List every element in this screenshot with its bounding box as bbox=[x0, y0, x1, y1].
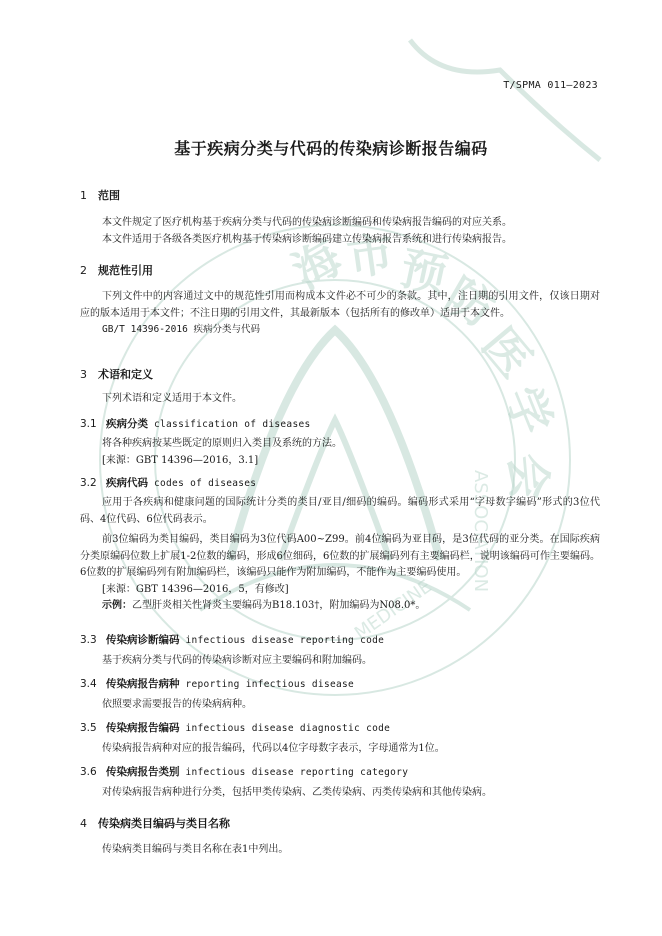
term-3-5-body bbox=[80, 741, 600, 758]
definition: 将各种疾病按某些既定的原则归入类目及系统的方法。 bbox=[102, 438, 342, 449]
paragraph: 下列术语和定义适用于本文件。 bbox=[102, 393, 242, 404]
example bbox=[80, 598, 600, 615]
term-zh: 疾病代码 bbox=[106, 477, 148, 489]
section-1-heading bbox=[80, 187, 600, 203]
section-1-body bbox=[80, 215, 600, 248]
section-title: 术语和定义 bbox=[98, 368, 153, 381]
paragraph: 本文件规定了医疗机构基于疾病分类与代码的传染病诊断编码和传染病报告编码的对应关系。 bbox=[102, 217, 512, 228]
section-2-body bbox=[80, 289, 600, 339]
paragraph: 传染病类目编码与类目名称在表1中列出。 bbox=[102, 844, 289, 855]
svg-text:MEDICINE: MEDICINE bbox=[350, 575, 436, 645]
term-3-4-body bbox=[80, 697, 600, 714]
section-3-heading bbox=[80, 366, 600, 382]
svg-text:会: 会 bbox=[499, 451, 557, 502]
section-number: 2 bbox=[80, 264, 87, 277]
section-number: 1 bbox=[80, 189, 87, 202]
section-number: 4 bbox=[80, 817, 87, 830]
document-number: T/SPMA 011—2023 bbox=[503, 80, 598, 91]
term-en: reporting infectious disease bbox=[185, 679, 355, 690]
term-3-3-body bbox=[80, 653, 600, 670]
paragraph: 下列文件中的内容通过文中的规范性引用而构成本文件必不可少的条款。其中，注日期的引用文件，仅该日期对应的版本适用于本文件；不注日期的引用文件，其最新版本（包括所有的修改单）适用于本文件。 bbox=[80, 291, 600, 319]
term-number: 3.1 bbox=[80, 418, 97, 430]
term-en: infectious disease reporting code bbox=[185, 635, 385, 646]
example-text: 乙型肝炎相关性肾炎主要编码为B18.103†，附加编码为N08.0*。 bbox=[132, 600, 426, 611]
term-zh: 传染病报告病种 bbox=[106, 678, 180, 690]
example-label: 示例： bbox=[102, 600, 132, 611]
definition: 对传染病报告病种进行分类，包括甲类传染病、乙类传染病、丙类传染病和其他传染病。 bbox=[102, 787, 492, 798]
term-3-6-body bbox=[80, 785, 600, 802]
section-2-heading bbox=[80, 262, 600, 278]
source-note: [来源：GBT 14396—2016，5，有修改] bbox=[102, 583, 289, 595]
term-en: codes of diseases bbox=[154, 478, 257, 489]
svg-text:预: 预 bbox=[395, 240, 452, 304]
definition: 应用于各疾病和健康问题的国际统计分类的类目/亚目/细码的编码。编码形式采用“字母数字编码”形式的3位代码、4位代码、6位代码表示。 bbox=[80, 497, 600, 525]
svg-text:市: 市 bbox=[344, 226, 398, 286]
term-3-1-heading bbox=[80, 416, 600, 431]
svg-text:医: 医 bbox=[471, 317, 543, 388]
svg-text:防: 防 bbox=[436, 267, 504, 338]
section-title: 规范性引用 bbox=[98, 264, 153, 277]
term-number: 3.4 bbox=[80, 678, 97, 690]
term-zh: 疾病分类 bbox=[106, 418, 148, 430]
term-en: infectious disease reporting category bbox=[185, 767, 409, 778]
term-en: infectious disease diagnostic code bbox=[185, 723, 391, 734]
term-number: 3.2 bbox=[80, 477, 97, 489]
section-4-heading bbox=[80, 815, 600, 831]
reference-item: GB/T 14396-2016 疾病分类与代码 bbox=[102, 324, 261, 335]
term-3-5-heading bbox=[80, 720, 600, 735]
source-note: [来源：GBT 14396—2016，3.1] bbox=[102, 454, 259, 466]
definition: 依照要求需要报告的传染病病种。 bbox=[102, 699, 252, 710]
page-title: 基于疾病分类与代码的传染病诊断报告编码 bbox=[174, 139, 488, 158]
section-number: 3 bbox=[80, 368, 87, 381]
term-en: classification of diseases bbox=[154, 419, 311, 430]
term-zh: 传染病报告类别 bbox=[106, 766, 180, 778]
term-number: 3.5 bbox=[80, 722, 97, 734]
definition: 前3位编码为类目编码，类目编码为3位代码A00~Z99。前4位编码为亚目码，是3位代码的亚分类。在国际疾病分类原编码位数上扩展1-2位数的编码，形成6位细码，6位数的扩展编码列有主要编码栏，说明该编码可作主要编码。6位数的扩展编码列有附加编码栏，该编码只能作为附加编码，不能作为主要编码使用。 bbox=[80, 534, 600, 578]
definition: 基于疾病分类与代码的传染病诊断对应主要编码和附加编码。 bbox=[102, 655, 372, 666]
term-number: 3.3 bbox=[80, 634, 97, 646]
svg-text:学: 学 bbox=[494, 378, 563, 442]
definition: 传染病报告病种对应的报告编码，代码以4位字母数字表示，字母通常为1位。 bbox=[102, 743, 445, 754]
section-title: 范围 bbox=[98, 189, 120, 202]
term-zh: 传染病诊断编码 bbox=[106, 634, 180, 646]
term-3-2-body bbox=[80, 495, 600, 615]
section-title: 传染病类目编码与类目名称 bbox=[98, 817, 230, 830]
section-3-intro bbox=[80, 391, 600, 408]
svg-text:ASSOCIATION: ASSOCIATION bbox=[470, 470, 491, 593]
term-3-3-heading bbox=[80, 632, 600, 647]
section-4-body bbox=[80, 842, 600, 859]
paragraph: 本文件适用于各级各类医疗机构基于传染病诊断编码建立传染病报告系统和进行传染病报告。 bbox=[102, 233, 512, 245]
term-3-1-body bbox=[80, 436, 600, 469]
term-zh: 传染病报告编码 bbox=[106, 722, 180, 734]
svg-text:海: 海 bbox=[283, 229, 351, 300]
term-3-2-heading bbox=[80, 475, 600, 490]
term-3-4-heading bbox=[80, 676, 600, 691]
term-3-6-heading bbox=[80, 764, 600, 779]
term-number: 3.6 bbox=[80, 766, 97, 778]
